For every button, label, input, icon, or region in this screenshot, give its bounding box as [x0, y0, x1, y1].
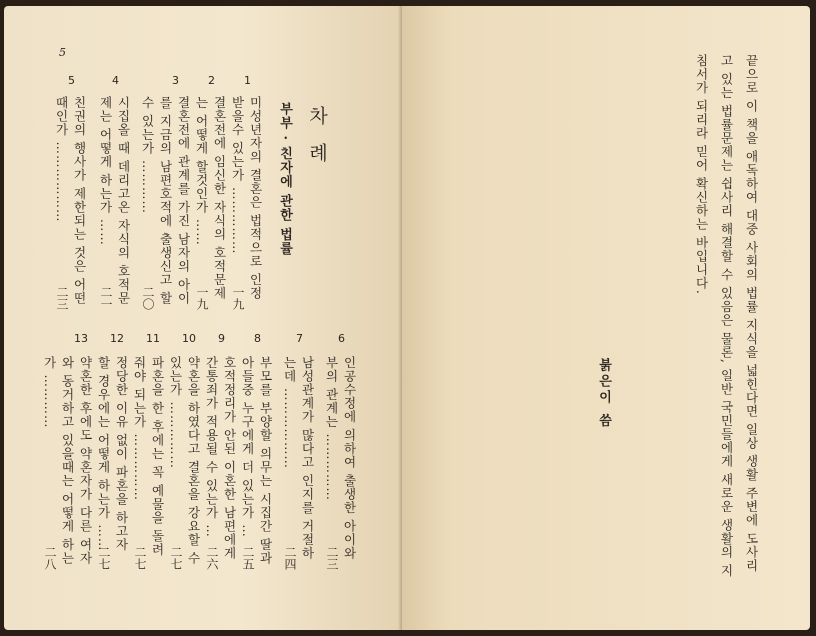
toc-entry-text: 인공수정에 의하여 출생한 아이와: [342, 356, 357, 560]
toc-entry-text: 파혼을 한 후에는 꼭 예물을 돌려: [150, 356, 165, 557]
toc-entry-text: 남성관계가 많다고 인지를 거절하: [300, 356, 315, 560]
toc-entry-text: 부모를 부양할 의무는 시집간 딸과: [258, 356, 273, 565]
toc-entry-page: 二六: [205, 546, 219, 570]
toc-entry-number: 3: [172, 74, 179, 87]
toc-entry-text: 받을수 있는가 ……………: [230, 96, 245, 255]
toc-entry-page: 二七: [169, 546, 183, 570]
toc-entry-number: 12: [110, 332, 124, 345]
toc-entry-page: 二一: [99, 286, 113, 310]
toc-entry-page: 二四: [283, 546, 297, 570]
toc-entry-text: 약혼을 하였다고 결혼을 강요할 수: [186, 356, 201, 565]
toc-entry-page: 二七: [133, 546, 147, 570]
toc-entry-number: 8: [254, 332, 261, 345]
toc-entry-page: 一九: [195, 286, 209, 310]
toc-entry-page: 二三: [325, 546, 339, 570]
toc-entry-text: 시집올 때 데리고온 자식의 호적문: [116, 96, 131, 305]
toc-entry-text: 친권의 행사가 제한되는 것은 어떤: [72, 96, 87, 305]
toc-entry-number: 9: [218, 332, 225, 345]
toc-entry-text: 결혼전에 임신한 자식의 호적문제: [212, 96, 227, 300]
preface-line: 침서가 되리라 믿어 확신하는 바입니다.: [694, 54, 709, 295]
toc-entry-page: 二七: [97, 546, 111, 570]
toc-entry-text: 호적정리가 안된 이혼한 남편에게: [222, 356, 237, 560]
toc-entry-number: 7: [296, 332, 303, 345]
toc-entry-number: 4: [112, 74, 119, 87]
right-page: [402, 6, 810, 630]
toc-entry-text: 아들중 누구에게 더 있는가 …: [240, 356, 255, 538]
preface-line: 끝으로 이 책을 애독하여 대중 사회의 법률 지식을 넓힌다면 일상 생활 주변에 도사리: [744, 54, 759, 573]
toc-entry-page: 一九: [231, 286, 245, 310]
toc-entry-text: 가 …………: [42, 356, 57, 429]
signature: 붉은이 씀: [596, 358, 611, 430]
toc-entry-number: 11: [146, 332, 160, 345]
toc-entry-text: 부의 관계는 ……………: [324, 356, 339, 501]
toc-entry-number: 2: [208, 74, 215, 87]
toc-entry-text: 수 있는가 …………: [140, 96, 155, 214]
toc-entry-number: 10: [182, 332, 196, 345]
page-number: 5: [59, 46, 66, 59]
toc-entry-text: 있는가 ……………: [168, 356, 183, 469]
toc-entry-page: 二〇: [141, 286, 155, 310]
toc-entry-text: 간통죄가 적용될 수 있는가 …: [204, 356, 219, 538]
toc-entry-text: 는 어떻게 할것인가 ……: [194, 96, 209, 246]
toc-entry-text: 줘야 되는가 ……………: [132, 356, 147, 501]
left-page: [4, 6, 402, 630]
toc-entry-text: 결혼전에 관계를 가진 남자의 아이: [176, 96, 191, 305]
toc-entry-page: 二八: [43, 546, 57, 570]
section-heading: 부부 · 친자에 관한 법률: [277, 102, 292, 256]
preface-line: 고 있는 법률문제는 쉽사리 해결할 수 있음은 물론, 일반 국민들에게 새로운 생활의 지: [719, 54, 734, 578]
toc-entry-number: 5: [68, 74, 75, 87]
toc-entry-text: 제는 어떻게 하는가 ……: [98, 96, 113, 246]
toc-entry-text: 약혼한 후에도 약혼자가 다른 여자: [78, 356, 93, 565]
toc-entry-text: 는데 ………………: [282, 356, 297, 469]
toc-entry-text: 와 동거하고 있을때는 어떻게 하는: [60, 356, 75, 565]
toc-entry-text: 때인가 ………………: [54, 96, 69, 223]
toc-entry-number: 13: [74, 332, 88, 345]
toc-entry-text: 정당한 이유 없이 파혼을 하고자: [114, 356, 129, 552]
toc-entry-text: 미성년자의 결혼은 법적으로 인정: [248, 96, 263, 300]
toc-entry-text: 할 경우에는 어떻게 하는가 ……: [96, 356, 111, 552]
toc-entry-text: 를 지금의 남편호적에 출생신고 할: [158, 96, 173, 305]
toc-entry-number: 1: [244, 74, 251, 87]
toc-entry-number: 6: [338, 332, 345, 345]
toc-title: 차례: [306, 106, 328, 180]
toc-entry-page: 二五: [241, 546, 255, 570]
toc-entry-page: 二三: [55, 286, 69, 310]
